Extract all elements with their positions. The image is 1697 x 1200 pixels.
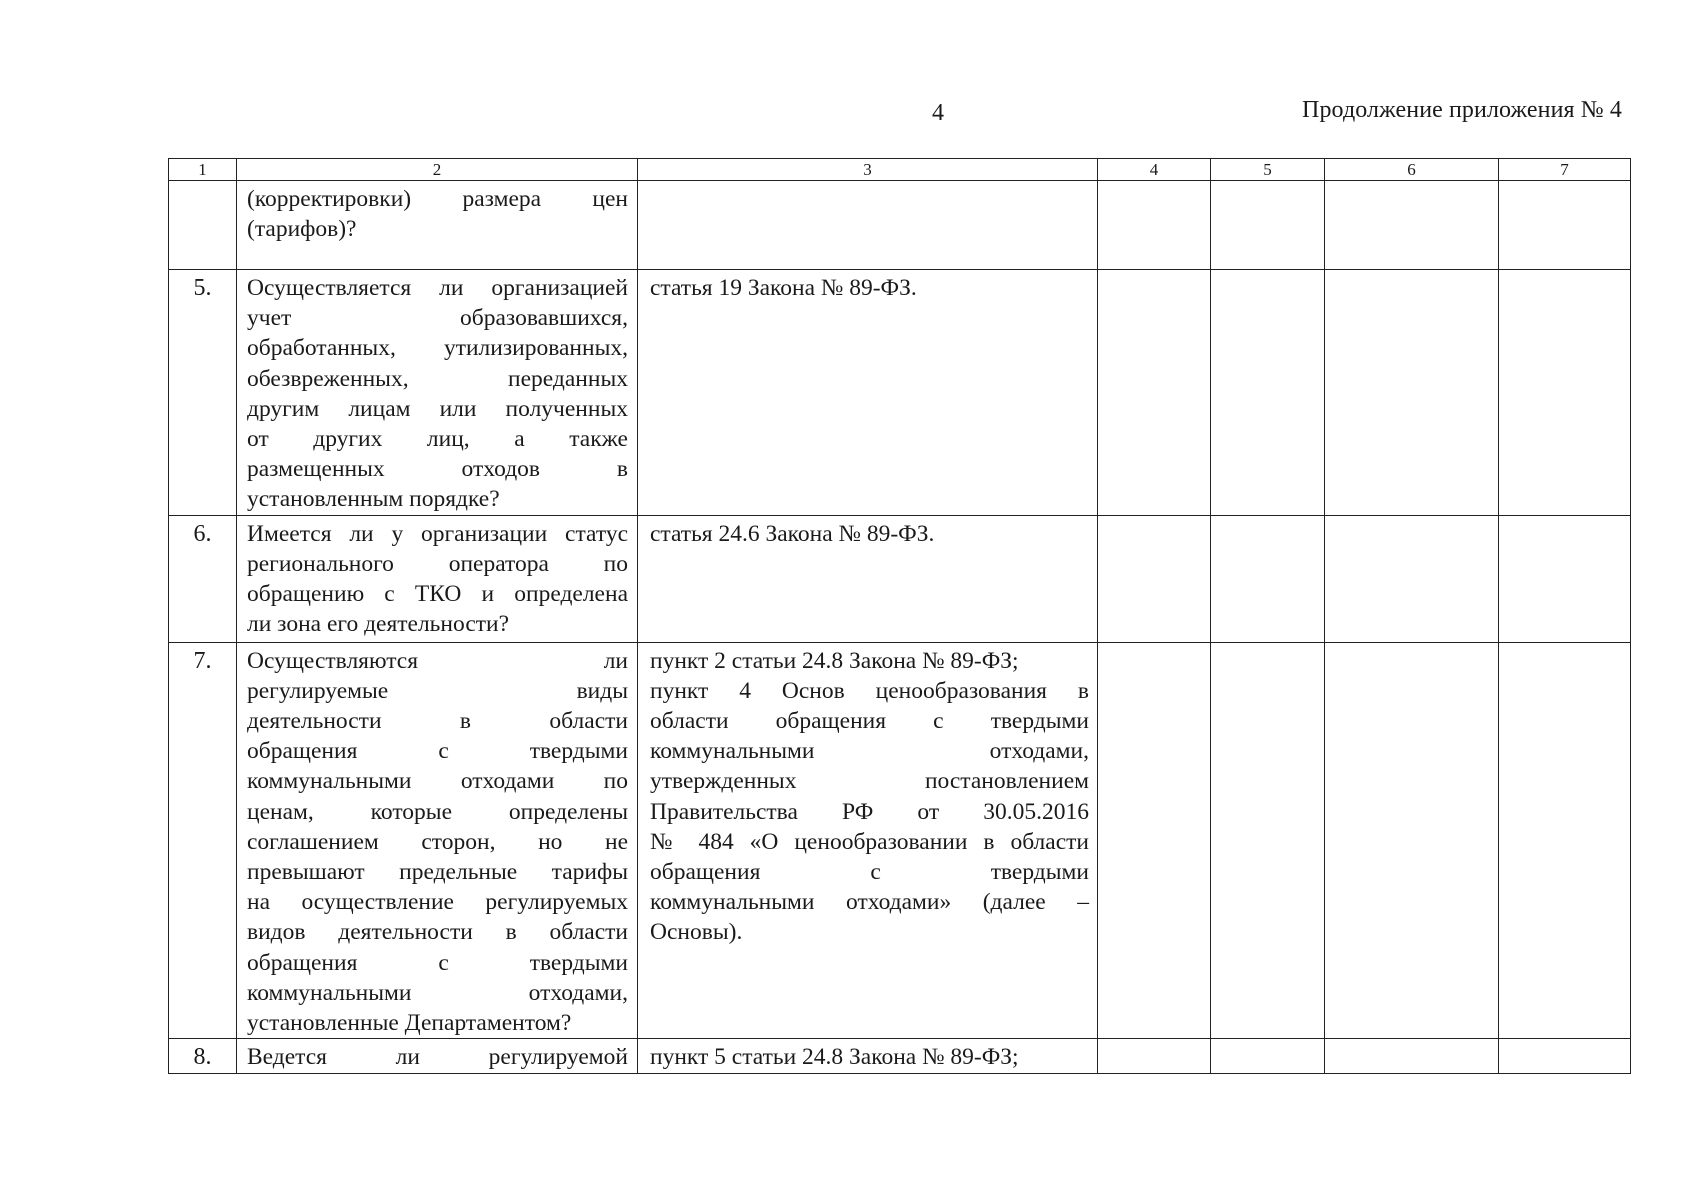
reference-line: коммунальными отходами» (далее – xyxy=(650,889,1089,916)
question-line: учет образовавшихся, xyxy=(247,305,628,332)
question-line: (тарифов)? xyxy=(247,216,357,243)
reference-line: утвержденных постановлением xyxy=(650,768,1089,795)
empty-cell xyxy=(1499,181,1631,270)
row-number: 8. xyxy=(169,1039,237,1074)
question-line: регулируемые виды xyxy=(247,677,628,704)
question-line: от других лиц, а также xyxy=(247,426,628,453)
reference-cell xyxy=(638,181,1098,270)
table-row xyxy=(169,181,1631,270)
table-row xyxy=(169,515,1631,642)
reference-line: Правительства РФ от 30.05.2016 xyxy=(650,798,1089,825)
column-header: 1 xyxy=(169,159,237,181)
question-cell xyxy=(237,642,638,1039)
question-line: обезвреженных, переданных xyxy=(247,365,628,392)
reference-line: статья 24.6 Закона № 89-ФЗ. xyxy=(650,520,935,547)
empty-cell xyxy=(1499,270,1631,516)
table-row xyxy=(169,642,1631,1039)
reference-line: коммунальными отходами, xyxy=(650,738,1089,765)
column-header: 3 xyxy=(638,159,1098,181)
empty-cell xyxy=(1098,515,1211,642)
question-line: регионального оператора по xyxy=(247,550,628,577)
row-number: 5. xyxy=(169,270,237,516)
question-line: Ведется ли регулируемой xyxy=(247,1044,628,1071)
empty-cell xyxy=(1211,1039,1325,1074)
reference-line: № 484 «О ценообразовании в области xyxy=(650,828,1089,855)
row-number: 7. xyxy=(169,642,237,1039)
page-number: 4 xyxy=(932,100,944,126)
column-header-row xyxy=(169,159,1631,181)
question-line: размещенных отходов в xyxy=(247,456,628,483)
reference-line: пункт 4 Основ ценообразования в xyxy=(650,677,1089,704)
empty-cell xyxy=(1211,515,1325,642)
empty-cell xyxy=(1325,1039,1499,1074)
question-line: ценам, которые определены xyxy=(247,798,628,825)
question-line: обработанных, утилизированных, xyxy=(247,335,628,362)
question-line: Осуществляются ли xyxy=(247,647,628,674)
question-line: обращения с твердыми xyxy=(247,738,628,765)
question-line: превышают предельные тарифы xyxy=(247,859,628,886)
empty-cell xyxy=(1098,1039,1211,1074)
row-number xyxy=(169,181,237,270)
question-line: другим лицам или полученных xyxy=(247,395,628,422)
empty-cell xyxy=(1098,270,1211,516)
empty-cell xyxy=(1499,1039,1631,1074)
empty-cell xyxy=(1325,270,1499,516)
reference-line: Основы). xyxy=(650,919,743,946)
question-line: видов деятельности в области xyxy=(247,919,628,946)
empty-cell xyxy=(1325,181,1499,270)
question-line: деятельности в области xyxy=(247,708,628,735)
reference-cell xyxy=(638,1039,1098,1074)
column-header: 7 xyxy=(1499,159,1631,181)
empty-cell xyxy=(1098,181,1211,270)
empty-cell xyxy=(1211,181,1325,270)
question-line: (корректировки) размера цен xyxy=(247,186,628,212)
reference-line: обращения с твердыми xyxy=(650,859,1089,886)
reference-line: пункт 5 статьи 24.8 Закона № 89-ФЗ; xyxy=(650,1044,1019,1071)
empty-cell xyxy=(1098,642,1211,1039)
empty-cell xyxy=(1499,515,1631,642)
appendix-title: Продолжение приложения № 4 xyxy=(1302,97,1622,123)
reference-cell xyxy=(638,642,1098,1039)
reference-cell xyxy=(638,515,1098,642)
question-cell xyxy=(237,270,638,516)
question-cell xyxy=(237,515,638,642)
table-row xyxy=(169,1039,1631,1074)
question-line: Имеется ли у организации статус xyxy=(247,520,628,547)
question-line: установленным порядке? xyxy=(247,486,500,513)
empty-cell xyxy=(1499,642,1631,1039)
reference-cell xyxy=(638,270,1098,516)
checklist-table xyxy=(168,158,1631,1074)
question-line: коммунальными отходами, xyxy=(247,979,628,1006)
question-line: на осуществление регулируемых xyxy=(247,889,628,916)
empty-cell xyxy=(1211,270,1325,516)
reference-line: области обращения с твердыми xyxy=(650,708,1089,735)
question-line: установленные Департаментом? xyxy=(247,1010,572,1037)
table-row xyxy=(169,270,1631,516)
question-line: обращению с ТКО и определена xyxy=(247,581,628,608)
question-line: ли зона его деятельности? xyxy=(247,611,510,638)
question-line: Осуществляется ли организацией xyxy=(247,275,628,301)
row-number: 6. xyxy=(169,515,237,642)
column-header: 5 xyxy=(1211,159,1325,181)
question-line: соглашением сторон, но не xyxy=(247,828,628,855)
question-line: коммунальными отходами по xyxy=(247,768,628,795)
empty-cell xyxy=(1325,515,1499,642)
question-cell xyxy=(237,1039,638,1074)
empty-cell xyxy=(1325,642,1499,1039)
question-line: обращения с твердыми xyxy=(247,949,628,976)
question-cell xyxy=(237,181,638,270)
empty-cell xyxy=(1211,642,1325,1039)
reference-line: статья 19 Закона № 89-ФЗ. xyxy=(650,275,917,301)
column-header: 6 xyxy=(1325,159,1499,181)
reference-line: пункт 2 статьи 24.8 Закона № 89-ФЗ; xyxy=(650,647,1019,674)
column-header: 4 xyxy=(1098,159,1211,181)
column-header: 2 xyxy=(237,159,638,181)
